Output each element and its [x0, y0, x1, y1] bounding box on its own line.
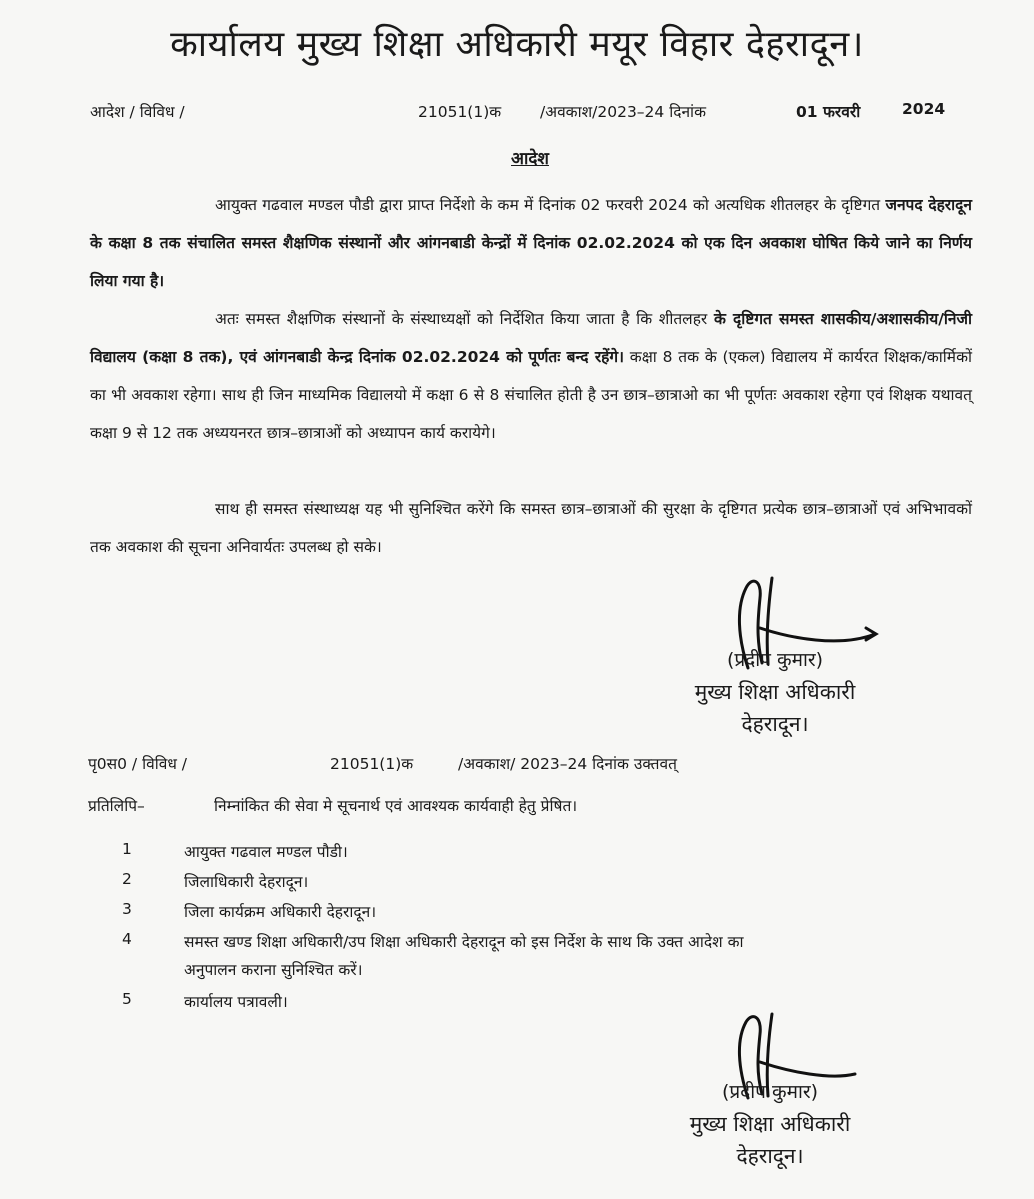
ref-year: 2024 [902, 100, 946, 118]
paragraph-1-text: आयुक्त गढवाल मण्डल पौडी द्वारा प्राप्त निर्देशो के कम में दिनांक 02 फरवरी 2024 को अत्यधिक शीतलहर के दृष्टिगत [215, 196, 886, 214]
paragraph-2-text-2: कक्षा 8 तक के (एकल) विद्यालय में कार्यरत शिक्षक/कार्मिकों का भी अवकाश रहेगा। साथ ही जिन माध्यमिक विद्यालयो में कक्षा 6 से 8 संचालित होती है उन छात्र–छात्राओ का भी पूर्णतः अवकाश रहेगा एवं शिक्षक यथावत् कक्षा 9 से 12 तक अध्ययनरत छात्र–छात्राओं को अध्यापन कार्य करायेगे। [90, 348, 972, 442]
recipient-1: आयुक्त गढवाल मण्डल पौडी। [184, 843, 348, 861]
recipient-5: कार्यालय पत्रावली। [184, 993, 288, 1011]
ref-date: 01 फरवरी [796, 103, 861, 121]
copy-label: प्रतिलिपि– [88, 797, 145, 815]
signatory-designation-2: मुख्य शिक्षा अधिकारी [689, 1112, 851, 1136]
recipient-num-2: 2 [122, 870, 132, 888]
signatory-place-1: देहरादून। [741, 712, 809, 736]
paragraph-1-bold: जनपद देहरादून के कक्षा 8 तक संचालित समस्त शैक्षणिक संस्थानों और आंगनबाडी केन्द्रों में दिनांक 02.02.2024 को एक दिन अवकाश घोषित किये जाने का निर्णय लिया गया है। [90, 196, 972, 290]
order-heading: आदेश [511, 149, 549, 169]
paragraph-2 [90, 300, 972, 452]
paragraph-2-text-1: अतः समस्त शैक्षणिक संस्थानों के संस्थाध्यक्षों को निर्देशित किया जाता है कि शीतलहर [215, 310, 714, 328]
recipient-num-4: 4 [122, 930, 132, 948]
ref-leave: /अवकाश/2023–24 दिनांक [540, 103, 706, 121]
endorsement-leave: /अवकाश/ 2023–24 दिनांक उक्तवत् [458, 755, 677, 773]
recipient-num-1: 1 [122, 840, 132, 858]
endorsement-prefix: पृ0स0 / विविध / [88, 755, 188, 773]
signatory-name-2: (प्रदीप कुमार) [721, 1081, 819, 1103]
signature-block-2 [650, 1076, 890, 1172]
ref-prefix: आदेश / विविध / [90, 103, 185, 121]
signatory-designation-1: मुख्य शिक्षा अधिकारी [694, 680, 856, 704]
recipient-num-3: 3 [122, 900, 132, 918]
recipient-4-cont: अनुपालन कराना सुनिश्चित करें। [184, 961, 363, 979]
recipient-3: जिला कार्यक्रम अधिकारी देहरादून। [184, 903, 377, 921]
paragraph-3: साथ ही समस्त संस्थाध्यक्ष यह भी सुनिश्चित करेंगे कि समस्त छात्र–छात्राओं की सुरक्षा के दृष्टिगत प्रत्येक छात्र–छात्राओं एवं अभिभावकों तक अवकाश की सूचना अनिवार्यतः उपलब्ध हो सके। [90, 500, 972, 556]
recipient-2: जिलाधिकारी देहरादून। [184, 873, 309, 891]
copy-text: निम्नांकित की सेवा मे सूचनार्थ एवं आवश्यक कार्यवाही हेतु प्रेषित। [214, 797, 578, 815]
recipient-4: समस्त खण्ड शिक्षा अधिकारी/उप शिक्षा अधिकारी देहरादून को इस निर्देश के साथ कि उक्त आदेश का [184, 933, 744, 951]
signature-block-1 [655, 644, 895, 740]
recipient-num-5: 5 [122, 990, 132, 1008]
signatory-place-2: देहरादून। [736, 1144, 804, 1168]
office-title: कार्यालय मुख्य शिक्षा अधिकारी मयूर विहार देहरादून। [170, 24, 864, 65]
signatory-name-1: (प्रदीप कुमार) [726, 649, 824, 671]
paragraph-2-bold: के दृष्टिगत समस्त शासकीय/अशासकीय/निजी विद्यालय (कक्षा 8 तक), एवं आंगनबाडी केन्द्र दिनांक 02.02.2024 को पूर्णतः बन्द रहेंगे। [90, 310, 972, 366]
paragraph-1 [90, 186, 972, 300]
ref-number: 21051(1)क [418, 103, 502, 121]
endorsement-number: 21051(1)क [330, 755, 414, 773]
